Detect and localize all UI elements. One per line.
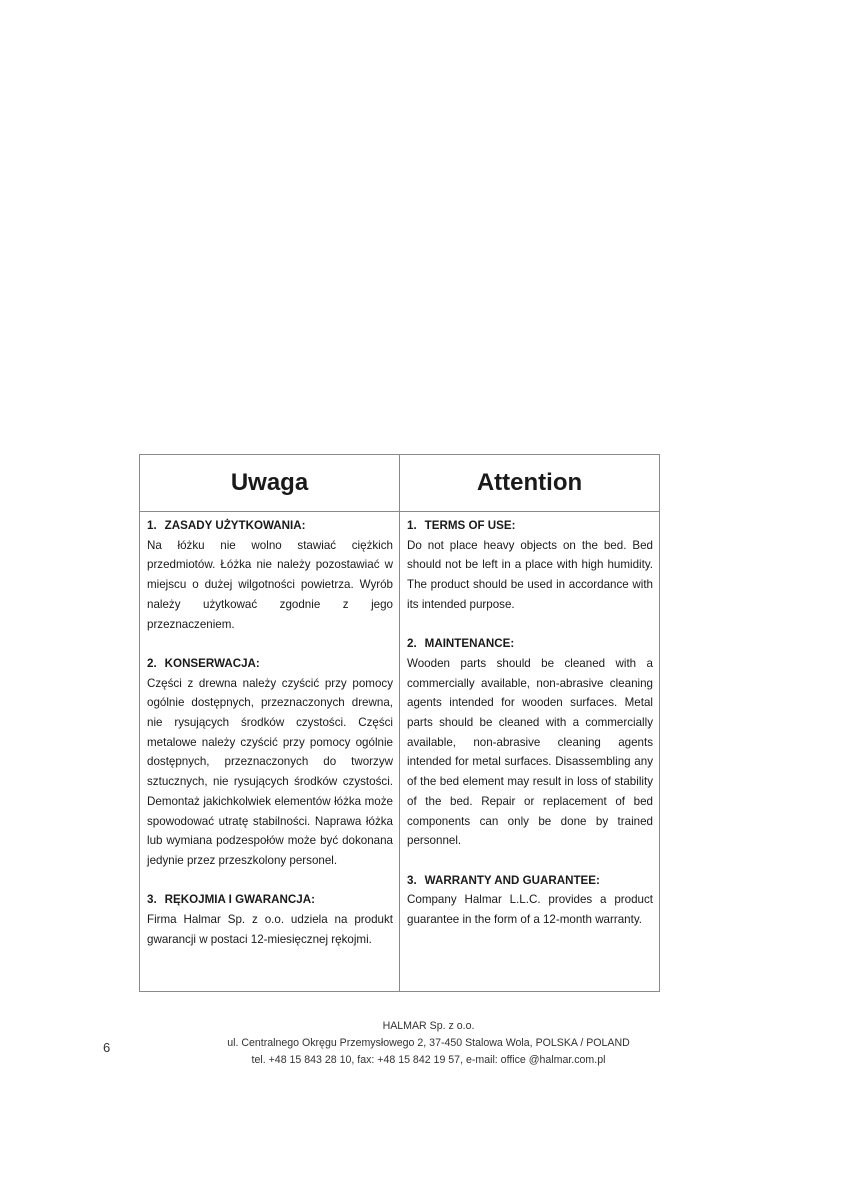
section-text: Do not place heavy objects on the bed. Bed should not be left in a place with high humidity. The product should be used in accordance with its intended purpose. (407, 538, 653, 611)
header-polish: Uwaga (140, 455, 400, 511)
section-number: 2. (147, 656, 157, 670)
section-number: 3. (407, 873, 417, 887)
en-section-maintenance (407, 634, 653, 851)
polish-column (140, 512, 400, 991)
footer-company: HALMAR Sp. z o.o. (382, 1020, 475, 1032)
table-body-row (140, 512, 659, 991)
section-number: 3. (147, 893, 157, 907)
section-number: 1. (147, 519, 157, 532)
section-heading: ZASADY UŻYTKOWANIA: (164, 519, 306, 532)
section-heading: WARRANTY AND GUARANTEE: (424, 873, 600, 887)
pl-section-title (147, 890, 393, 910)
pl-section-terms (147, 516, 393, 634)
section-text: Firma Halmar Sp. z o.o. udziela na produkt gwarancji w postaci 12-miesięcznej rękojmi. (147, 913, 393, 946)
notice-table (139, 454, 660, 992)
pl-section-maintenance (147, 654, 393, 871)
section-heading: MAINTENANCE: (424, 637, 515, 651)
footer-contact: tel. +48 15 843 28 10, fax: +48 15 842 19 57, e-mail: office @halmar.com.pl (251, 1054, 606, 1066)
section-text: Wooden parts should be cleaned with a commercially available, non-abrasive cleaning agents intended for wooden surfaces. Metal parts should be cleaned with a commercially available, non-abrasive cleaning agents intended for metal surfaces. Disassembling any of the bed element may result in loss of stability of the bed. Repair or replacement of bed components can only be done by trained personnel. (407, 656, 653, 848)
en-section-terms (407, 516, 653, 615)
section-heading: KONSERWACJA: (164, 656, 260, 670)
section-heading: RĘKOJMIA I GWARANCJA: (164, 893, 315, 907)
english-column (400, 512, 659, 991)
section-text: Części z drewna należy czyścić przy pomocy ogólnie dostępnych, przeznaczonych drewna, nie rysujących środków czystości. Części metalowe należy czyścić przy pomocy ogólnie dostępnych, przeznaczonych do tworzyw sztucznych, nie rysujących środków czystości. Demontaż jakichkolwiek elementów łóżka może spowodować utratę stabilności. Naprawa łóżka lub wymiana podzespołów może być dokonana jedynie przez przeszkolony personel. (147, 676, 393, 867)
section-number: 2. (407, 637, 417, 651)
table-header-row (140, 455, 659, 512)
section-number: 1. (407, 519, 417, 532)
en-section-title (407, 516, 653, 536)
en-section-warranty (407, 871, 653, 930)
section-heading: TERMS OF USE: (424, 519, 516, 532)
en-section-title (407, 871, 653, 891)
pl-section-warranty (147, 890, 393, 949)
footer (0, 1018, 849, 1069)
section-text: Company Halmar L.L.C. provides a product guarantee in the form of a 12-month warranty. (407, 893, 653, 927)
section-text: Na łóżku nie wolno stawiać ciężkich przedmiotów. Łóżka nie należy pozostawiać w miejscu o dużej wilgotności powietrza. Wyrób należy użytkować zgodnie z jego przeznaczeniem. (147, 538, 393, 631)
footer-address: ul. Centralnego Okręgu Przemysłowego 2, 37-450 Stalowa Wola, POLSKA / POLAND (227, 1037, 630, 1049)
pl-section-title (147, 516, 393, 536)
header-english: Attention (476, 469, 583, 496)
pl-section-title (147, 654, 393, 674)
en-section-title (407, 634, 653, 654)
page-number: 6 (103, 1040, 111, 1055)
